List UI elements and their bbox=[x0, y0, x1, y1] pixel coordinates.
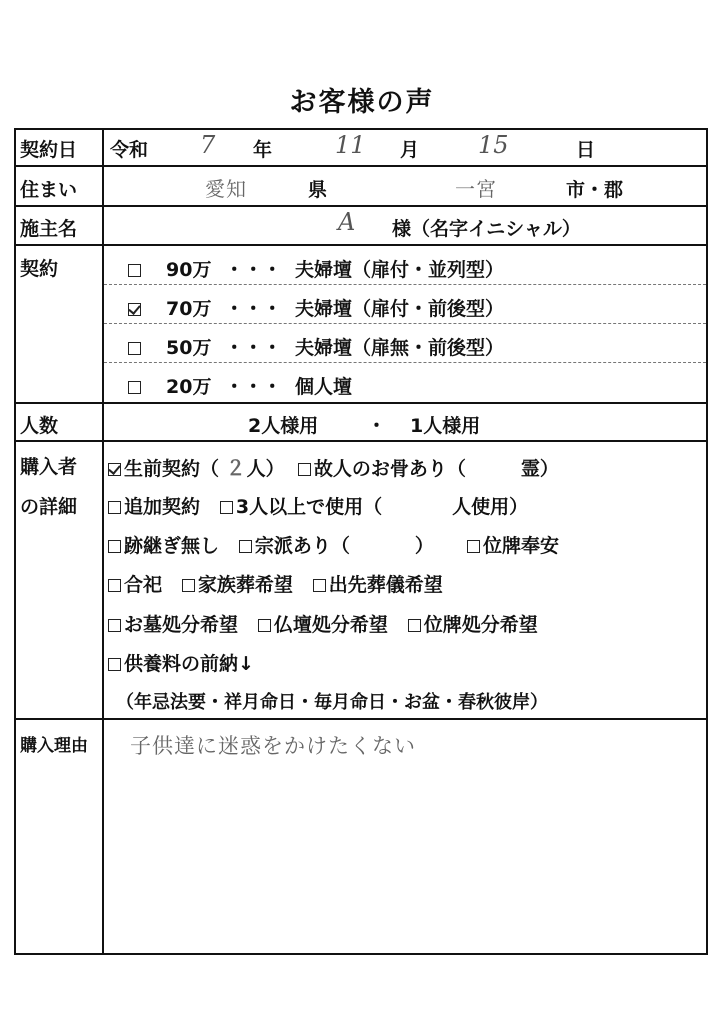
prefecture-value[interactable]: 愛知 bbox=[205, 177, 247, 201]
owner-label: 施主名 bbox=[20, 218, 78, 240]
row-divider bbox=[14, 244, 708, 246]
ihai-enshrine-checkbox[interactable] bbox=[467, 540, 480, 553]
bones-checkbox[interactable] bbox=[298, 463, 311, 476]
year-unit: 年 bbox=[253, 139, 273, 161]
people-label: 人数 bbox=[20, 415, 59, 437]
additional-contract-checkbox[interactable] bbox=[108, 501, 121, 514]
dashed-divider bbox=[104, 323, 706, 324]
buyer-details-label-1: 購入者 bbox=[20, 456, 78, 478]
day-value[interactable]: 15 bbox=[478, 131, 509, 159]
details-line-3: 跡継ぎ無し 宗派あり（ ） 位牌奉安 bbox=[108, 531, 559, 558]
row-divider bbox=[14, 165, 708, 167]
sect-checkbox[interactable] bbox=[239, 540, 252, 553]
details-line-5: お墓処分希望 仏壇処分希望 位牌処分希望 bbox=[108, 610, 538, 637]
three-plus-checkbox[interactable] bbox=[220, 501, 233, 514]
contract-option[interactable]: 50万 ・・・ 夫婦壇（扉無・前後型） bbox=[128, 333, 504, 360]
people-option-2[interactable]: 2人様用 bbox=[248, 415, 319, 437]
residence-label: 住まい bbox=[20, 179, 78, 201]
contract-label: 契約 bbox=[20, 258, 59, 280]
details-line-2: 追加契約 3人以上で使用（ 人使用） bbox=[108, 492, 528, 519]
checkbox[interactable] bbox=[128, 264, 141, 277]
label-column-divider bbox=[102, 128, 104, 955]
offering-note: （年忌法要・祥月命日・毎月命日・お盆・春秋彼岸） bbox=[116, 692, 548, 713]
reason-label: 購入理由 bbox=[20, 736, 88, 756]
city-unit: 市・郡 bbox=[566, 179, 624, 201]
contract-option[interactable]: 20万 ・・・ 個人壇 bbox=[128, 372, 352, 399]
checkbox-checked[interactable] bbox=[128, 303, 141, 316]
dashed-divider bbox=[104, 362, 706, 363]
butsudan-disposal-checkbox[interactable] bbox=[258, 619, 271, 632]
pre-contract-count[interactable]: ２ bbox=[225, 456, 247, 480]
era-text: 令和 bbox=[110, 139, 149, 161]
month-unit: 月 bbox=[400, 139, 420, 161]
no-successor-checkbox[interactable] bbox=[108, 540, 121, 553]
details-line-1: 生前契約（ ２人） 故人のお骨あり（ 霊） bbox=[108, 452, 559, 481]
owner-initial[interactable]: A bbox=[338, 208, 356, 236]
dashed-divider bbox=[104, 284, 706, 285]
contract-option[interactable]: 90万 ・・・ 夫婦壇（扉付・並列型） bbox=[128, 255, 504, 282]
row-divider bbox=[14, 402, 708, 404]
row-divider bbox=[14, 718, 708, 720]
page-title: お客様の声 bbox=[289, 87, 435, 118]
pre-contract-checkbox[interactable] bbox=[108, 463, 121, 476]
delivery-funeral-checkbox[interactable] bbox=[313, 579, 326, 592]
details-line-6: 供養料の前納↓ bbox=[108, 649, 254, 676]
row-divider bbox=[14, 440, 708, 442]
prefecture-unit: 県 bbox=[308, 179, 328, 201]
checkbox[interactable] bbox=[128, 381, 141, 394]
goshi-checkbox[interactable] bbox=[108, 579, 121, 592]
reason-value[interactable]: 子供達に迷惑をかけたくない bbox=[130, 734, 416, 758]
day-unit: 日 bbox=[576, 139, 596, 161]
row-divider bbox=[14, 205, 708, 207]
owner-suffix: 様（名字イニシャル） bbox=[392, 218, 581, 240]
month-value[interactable]: 11 bbox=[335, 131, 366, 159]
details-line-4: 合祀 家族葬希望 出先葬儀希望 bbox=[108, 570, 443, 597]
year-value[interactable]: 7 bbox=[200, 131, 216, 159]
contract-option[interactable]: 70万 ・・・ 夫婦壇（扉付・前後型） bbox=[128, 294, 504, 321]
ihai-disposal-checkbox[interactable] bbox=[408, 619, 421, 632]
offering-prepay-checkbox[interactable] bbox=[108, 658, 121, 671]
buyer-details-label-2: の詳細 bbox=[20, 496, 78, 518]
grave-disposal-checkbox[interactable] bbox=[108, 619, 121, 632]
people-option-1[interactable]: 1人様用 bbox=[410, 415, 481, 437]
family-funeral-checkbox[interactable] bbox=[182, 579, 195, 592]
city-value[interactable]: 一宮 bbox=[455, 177, 497, 201]
contract-date-label: 契約日 bbox=[20, 139, 78, 161]
checkbox[interactable] bbox=[128, 342, 141, 355]
people-separator: ・ bbox=[367, 415, 387, 437]
